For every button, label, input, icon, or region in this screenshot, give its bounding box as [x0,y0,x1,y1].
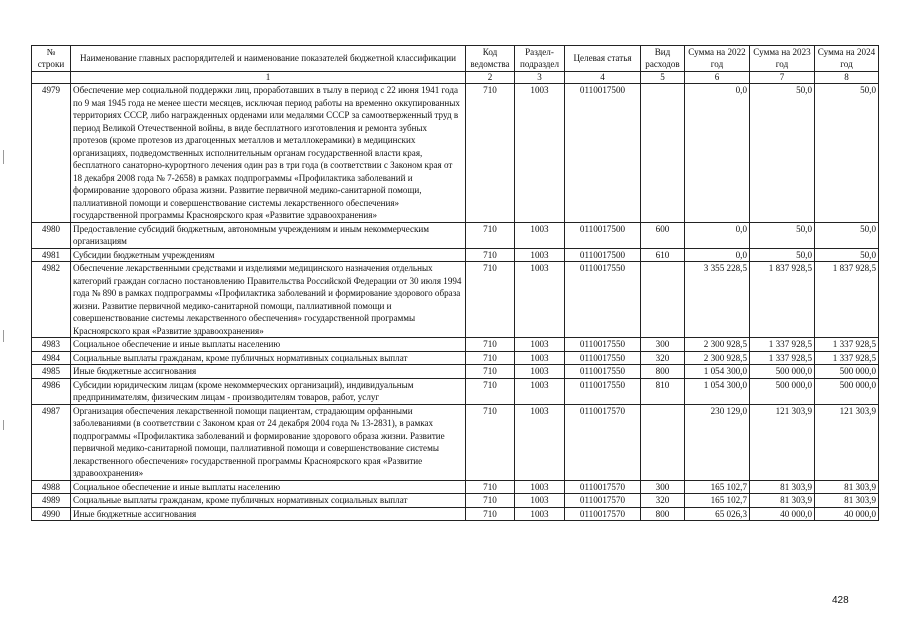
section-code: 1003 [515,378,565,404]
row-number: 4984 [32,351,71,365]
column-number: 2 [466,72,515,84]
header-name: Наименование главных распорядителей и наименование показателей бюджетной классификации [71,46,466,72]
column-number: 1 [71,72,466,84]
sum-2024: 50,0 [815,248,879,262]
sum-2023: 121 303,9 [750,404,815,480]
section-code: 1003 [515,480,565,494]
column-number: 6 [685,72,750,84]
table-row [32,494,879,508]
section-code: 1003 [515,404,565,480]
table-row [32,507,879,521]
table-row [32,222,879,248]
row-number: 4987 [32,404,71,480]
table-row [32,365,879,379]
table-row [32,404,879,480]
sum-2024: 81 303,9 [815,494,879,508]
expense-type-code: 800 [641,507,685,521]
budget-table [31,45,879,521]
sum-2023: 1 337 928,5 [750,351,815,365]
row-number: 4988 [32,480,71,494]
sum-2024: 1 337 928,5 [815,351,879,365]
sum-2022: 0,0 [685,84,750,223]
row-name: Субсидии бюджетным учреждениям [71,248,466,262]
table-row [32,351,879,365]
header-expense-type: Вид расходов [641,46,685,72]
dept-code: 710 [466,480,515,494]
sum-2023: 81 303,9 [750,480,815,494]
header-target: Целевая статья [565,46,641,72]
expense-type-code: 800 [641,365,685,379]
column-number-row [32,72,879,84]
dept-code: 710 [466,262,515,338]
page-number: 428 [832,595,849,606]
row-name: Иные бюджетные ассигнования [71,507,466,521]
row-number: 4989 [32,494,71,508]
expense-type-code: 320 [641,494,685,508]
sum-2022: 165 102,7 [685,494,750,508]
row-number: 4990 [32,507,71,521]
sum-2024: 50,0 [815,84,879,223]
section-code: 1003 [515,222,565,248]
table-row [32,480,879,494]
table-row [32,262,879,338]
row-name: Обеспечение мер социальной поддержки лиц, проработавших в тылу в период с 22 июня 1941 года по 9 мая 1945 года не менее шести месяцев, исключая период работы на временно оккупированных территориях СССР, либо награжденных орденами или медалями СССР за самоотверженный труд в период Великой Отечественной войны, в виде бесплатного изготовления и ремонта зубных протезов (кроме протезов из драгоценных металлов и металлокерамики) в медицинских организациях, подведомственных исполнительным органам государственной власти края, бесплатного санаторно-курортного лечения один раз в три года (в соответствии с Законом края от 18 декабря 2008 года № 7-2658) в рамках подпрограммы «Профилактика заболеваний и формирование здорового образа жизни. Развитие первичной медико-санитарной помощи, паллиативной помощи и совершенствование системы лекарственного обеспечения» государственной программы Красноярского края «Развитие здравоохранения» [71,84,466,223]
dept-code: 710 [466,338,515,352]
target-code: 0110017570 [565,480,641,494]
sum-2022: 1 054 300,0 [685,365,750,379]
sum-2024: 121 303,9 [815,404,879,480]
row-name: Социальные выплаты гражданам, кроме публичных нормативных социальных выплат [71,494,466,508]
row-name: Обеспечение лекарственными средствами и изделиями медицинского назначения отдельных категорий граждан согласно постановлению Правительства Российской Федерации от 30 июля 1994 года № 890 в рамках подпрограммы «Профилактика заболеваний и формирование здорового образа жизни. Развитие первичной медико-санитарной помощи, паллиативной помощи и совершенствование системы лекарственного обеспечения» государственной программы Красноярского края «Развитие здравоохранения» [71,262,466,338]
column-number [32,72,71,84]
sum-2023: 1 337 928,5 [750,338,815,352]
sum-2023: 50,0 [750,84,815,223]
sum-2024: 500 000,0 [815,378,879,404]
target-code: 0110017550 [565,338,641,352]
expense-type-code: 300 [641,480,685,494]
column-number: 8 [815,72,879,84]
row-number: 4981 [32,248,71,262]
column-number: 7 [750,72,815,84]
expense-type-code: 610 [641,248,685,262]
header-sum-2022: Сумма на 2022 год [685,46,750,72]
header-section: Раздел-подраздел [515,46,565,72]
sum-2022: 2 300 928,5 [685,338,750,352]
sum-2024: 1 337 928,5 [815,338,879,352]
column-number: 3 [515,72,565,84]
sum-2024: 500 000,0 [815,365,879,379]
scan-margin-mark [3,150,4,164]
sum-2024: 50,0 [815,222,879,248]
target-code: 0110017570 [565,404,641,480]
expense-type-code: 810 [641,378,685,404]
scan-margin-mark [3,330,4,342]
dept-code: 710 [466,222,515,248]
row-number: 4985 [32,365,71,379]
sum-2022: 0,0 [685,248,750,262]
section-code: 1003 [515,507,565,521]
sum-2023: 40 000,0 [750,507,815,521]
section-code: 1003 [515,248,565,262]
target-code: 0110017500 [565,248,641,262]
header-row-number: № строки [32,46,71,72]
sum-2022: 230 129,0 [685,404,750,480]
target-code: 0110017550 [565,351,641,365]
expense-type-code [641,262,685,338]
row-number: 4983 [32,338,71,352]
row-name: Организация обеспечения лекарственной помощи пациентам, страдающим орфанными заболеваниями (в соответствии с Законом края от 24 декабря 2004 года № 13-2831), в рамках подпрограммы «Профилактика заболеваний и формирование здорового образа жизни. Развитие первичной медико-санитарной помощи, паллиативной помощи и совершенствование системы лекарственного обеспечения» государственной программы Красноярского края «Развитие здравоохранения» [71,404,466,480]
dept-code: 710 [466,404,515,480]
sum-2023: 50,0 [750,222,815,248]
sum-2022: 2 300 928,5 [685,351,750,365]
expense-type-code: 300 [641,338,685,352]
expense-type-code [641,84,685,223]
target-code: 0110017550 [565,378,641,404]
sum-2024: 1 837 928,5 [815,262,879,338]
table-row [32,378,879,404]
expense-type-code: 320 [641,351,685,365]
dept-code: 710 [466,351,515,365]
sum-2022: 165 102,7 [685,480,750,494]
row-name: Субсидии юридическим лицам (кроме некоммерческих организаций), индивидуальным предпринимателям, физическим лицам - производителям товаров, работ, услуг [71,378,466,404]
row-number: 4982 [32,262,71,338]
table-row [32,84,879,223]
row-number: 4980 [32,222,71,248]
table-header-row [32,46,879,72]
sum-2022: 65 026,3 [685,507,750,521]
expense-type-code: 600 [641,222,685,248]
target-code: 0110017500 [565,84,641,223]
row-name: Социальное обеспечение и иные выплаты населению [71,480,466,494]
table-row [32,338,879,352]
section-code: 1003 [515,338,565,352]
target-code: 0110017550 [565,262,641,338]
header-sum-2023: Сумма на 2023 год [750,46,815,72]
sum-2024: 40 000,0 [815,507,879,521]
column-number: 5 [641,72,685,84]
row-name: Социальное обеспечение и иные выплаты населению [71,338,466,352]
section-code: 1003 [515,351,565,365]
dept-code: 710 [466,494,515,508]
sum-2023: 81 303,9 [750,494,815,508]
dept-code: 710 [466,84,515,223]
section-code: 1003 [515,84,565,223]
row-number: 4979 [32,84,71,223]
scan-margin-mark [3,420,4,430]
target-code: 0110017550 [565,365,641,379]
header-dept-code: Код ведомства [466,46,515,72]
dept-code: 710 [466,507,515,521]
row-name: Предоставление субсидий бюджетным, автономным учреждениям и иным некоммерческим организациям [71,222,466,248]
sum-2023: 500 000,0 [750,365,815,379]
table-row [32,248,879,262]
sum-2022: 3 355 228,5 [685,262,750,338]
sum-2022: 0,0 [685,222,750,248]
target-code: 0110017500 [565,222,641,248]
sum-2023: 500 000,0 [750,378,815,404]
row-name: Социальные выплаты гражданам, кроме публичных нормативных социальных выплат [71,351,466,365]
sum-2023: 50,0 [750,248,815,262]
header-sum-2024: Сумма на 2024 год [815,46,879,72]
target-code: 0110017570 [565,494,641,508]
row-number: 4986 [32,378,71,404]
sum-2024: 81 303,9 [815,480,879,494]
sum-2023: 1 837 928,5 [750,262,815,338]
sum-2022: 1 054 300,0 [685,378,750,404]
row-name: Иные бюджетные ассигнования [71,365,466,379]
column-number: 4 [565,72,641,84]
section-code: 1003 [515,365,565,379]
section-code: 1003 [515,494,565,508]
expense-type-code [641,404,685,480]
section-code: 1003 [515,262,565,338]
target-code: 0110017570 [565,507,641,521]
dept-code: 710 [466,378,515,404]
dept-code: 710 [466,248,515,262]
dept-code: 710 [466,365,515,379]
